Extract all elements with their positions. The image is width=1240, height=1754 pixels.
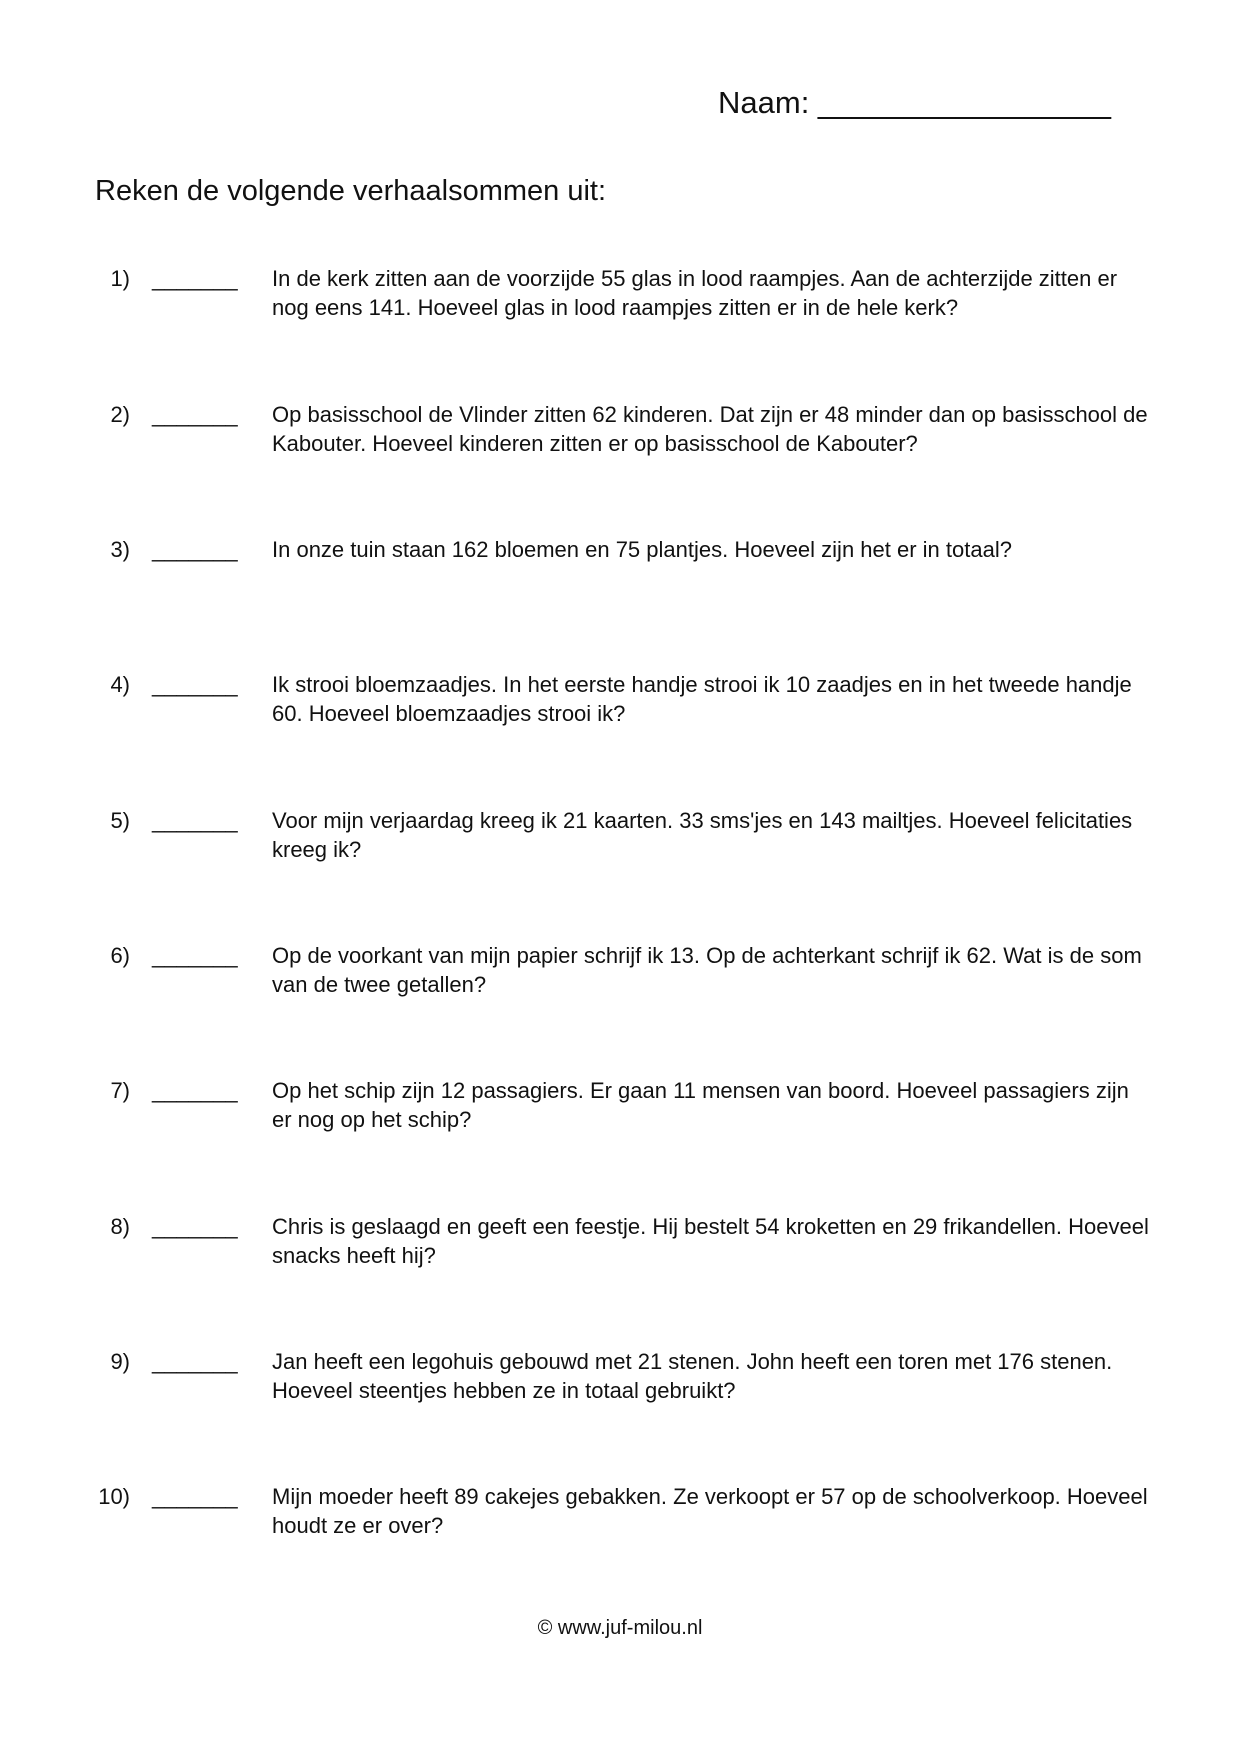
question-text: Chris is geslaagd en geeft een feestje. Hij bestelt 54 kroketten en 29 frikandellen. Hoeveel snacks heeft hij? xyxy=(272,1214,1149,1268)
answer-blank: _______ xyxy=(152,537,238,562)
question-item xyxy=(0,1347,1240,1417)
answer-blank: _______ xyxy=(152,1078,238,1103)
question-number: 9) xyxy=(110,1349,130,1374)
question-item xyxy=(0,941,1240,1011)
copyright-footer: © www.juf-milou.nl xyxy=(537,1617,703,1639)
question-item xyxy=(0,264,1240,334)
question-item xyxy=(0,400,1240,470)
answer-blank: _______ xyxy=(152,1484,238,1509)
answer-blank: _______ xyxy=(152,1349,238,1374)
question-number: 8) xyxy=(110,1214,130,1239)
question-number: 5) xyxy=(110,808,130,833)
question-item xyxy=(0,1076,1240,1146)
answer-blank: _______ xyxy=(152,943,238,968)
answer-blank: _______ xyxy=(152,1214,238,1239)
question-number: 10) xyxy=(98,1484,130,1509)
question-text: In onze tuin staan 162 bloemen en 75 plantjes. Hoeveel zijn het er in totaal? xyxy=(272,537,1012,562)
question-text: Op de voorkant van mijn papier schrijf ik 13. Op de achterkant schrijf ik 62. Wat is de som van de twee getallen? xyxy=(272,943,1142,997)
answer-blank: _______ xyxy=(152,672,238,697)
question-number: 6) xyxy=(110,943,130,968)
question-number: 1) xyxy=(110,266,130,291)
question-number: 2) xyxy=(110,402,130,427)
answer-blank: _______ xyxy=(152,402,238,427)
question-text: Jan heeft een legohuis gebouwd met 21 stenen. John heeft een toren met 176 stenen. Hoeveel steentjes hebben ze in totaal gebruikt? xyxy=(272,1349,1113,1403)
name-field-label: Naam: _________________ xyxy=(718,85,1112,120)
answer-blank: _______ xyxy=(152,808,238,833)
question-text: Mijn moeder heeft 89 cakejes gebakken. Ze verkoopt er 57 op de schoolverkoop. Hoeveel houdt ze er over? xyxy=(272,1484,1148,1538)
question-text: In de kerk zitten aan de voorzijde 55 glas in lood raampjes. Aan de achterzijde zitten er nog eens 141. Hoeveel glas in lood raampjes zitten er in de hele kerk? xyxy=(272,266,1118,320)
question-item xyxy=(0,535,1240,605)
question-item xyxy=(0,670,1240,740)
question-item xyxy=(0,806,1240,876)
question-text: Voor mijn verjaardag kreeg ik 21 kaarten. 33 sms'jes en 143 mailtjes. Hoeveel felicitaties kreeg ik? xyxy=(272,808,1133,862)
question-text: Op basisschool de Vlinder zitten 62 kinderen. Dat zijn er 48 minder dan op basisschool de Kabouter. Hoeveel kinderen zitten er op basisschool de Kabouter? xyxy=(272,402,1148,456)
question-number: 3) xyxy=(110,537,130,562)
question-item xyxy=(0,1482,1240,1552)
answer-blank: _______ xyxy=(152,266,238,291)
page-instruction: Reken de volgende verhaalsommen uit: xyxy=(95,175,607,207)
question-item xyxy=(0,1212,1240,1282)
question-number: 7) xyxy=(110,1078,130,1103)
question-number: 4) xyxy=(110,672,130,697)
question-text: Op het schip zijn 12 passagiers. Er gaan 11 mensen van boord. Hoeveel passagiers zijn er nog op het schip? xyxy=(272,1078,1129,1132)
question-text: Ik strooi bloemzaadjes. In het eerste handje strooi ik 10 zaadjes en in het tweede handje 60. Hoeveel bloemzaadjes strooi ik? xyxy=(272,672,1132,726)
